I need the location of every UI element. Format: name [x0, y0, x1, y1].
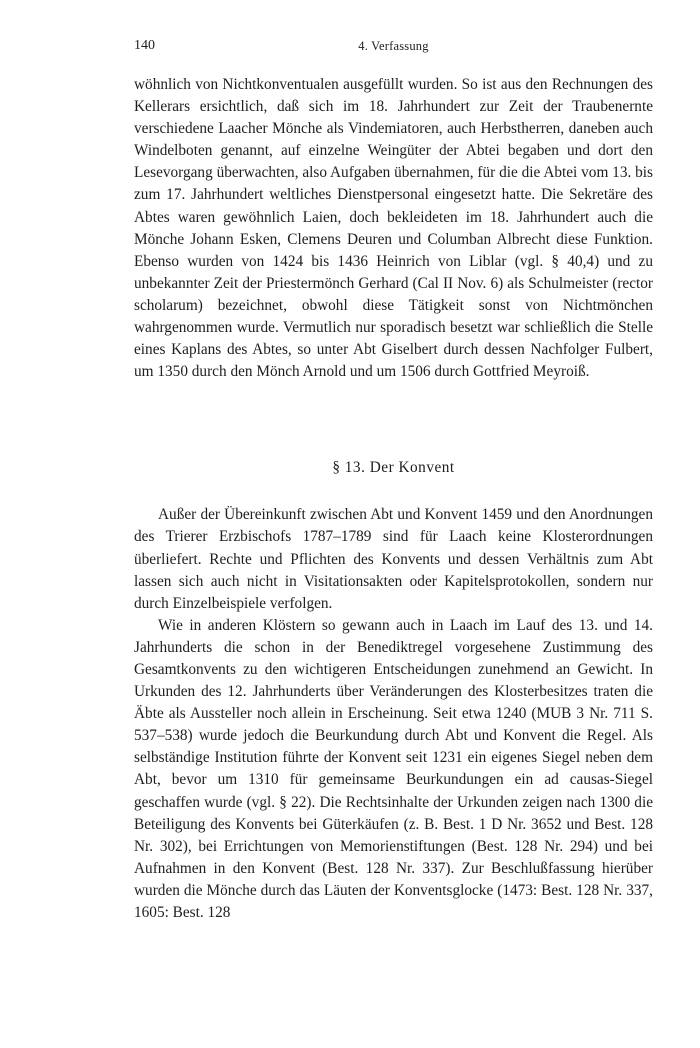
- page-header: [134, 38, 653, 60]
- page-number: 140: [134, 38, 155, 53]
- paragraph-continued: wöhnlich von Nichtkonventualen ausgefüllt wurden. So ist aus den Rechnungen des Kellerars ersichtlich, daß sich im 18. Jahrhundert zur Zeit der Traubenernte verschiedene Laacher Mönche als Vindemiatoren, auch Herbstherren, daneben auch Windelboten genannt, auf einzelne Weingüter der Abtei begaben und dort den Lesevorgang überwachten, also Aufgaben übernahmen, für die die Abtei vom 13. bis zum 17. Jahrhundert weltliches Dienstpersonal eingesetzt hatte. Die Sekretäre des Abtes waren gewöhnlich Laien, doch bekleideten im 18. Jahrhundert auch die Mönche Johann Esken, Clemens Deuren und Columban Albrecht diese Funktion. Ebenso wurden von 1424 bis 1436 Heinrich von Liblar (vgl. § 40,4) und zu unbekannter Zeit der Priestermönch Gerhard (Cal II Nov. 6) als Schulmeister (rector scholarum) bezeichnet, obwohl diese Tätigkeit sonst von Nichtmönchen wahrgenommen wurde. Vermutlich nur sporadisch besetzt war schließlich die Stelle eines Kaplans des Abtes, so unter Abt Giselbert durch dessen Nachfolger Fulbert, um 1350 durch den Mönch Arnold und um 1506 durch Gottfried Meyroiß.: [134, 76, 653, 381]
- running-title: 4. Verfassung: [358, 39, 429, 53]
- paragraph: Außer der Übereinkunft zwischen Abt und Konvent 1459 und den Anordnungen des Trierer Erzbischofs 1787–1789 sind für Laach keine Klosterordnungen überliefert. Rechte und Pflichten des Konvents und dessen Verhältnis zum Abt lassen sich auch nicht in Visitationsakten oder Kapitelsprotokollen, sondern nur durch Einzelbeispiele verfolgen.: [134, 506, 653, 612]
- section-heading: § 13. Der Konvent: [332, 459, 455, 477]
- paragraph: Wie in anderen Klöstern so gewann auch in Laach im Lauf des 13. und 14. Jahrhunderts die schon in der Benediktregel vorgesehene Zustimmung des Gesamtkonvents zu den wichtigeren Entscheidungen zunehmend an Gewicht. In Urkunden des 12. Jahrhunderts über Veränderungen des Klosterbesitzes traten die Äbte als Aussteller noch allein in Erscheinung. Seit etwa 1240 (MUB 3 Nr. 711 S. 537–538) wurde jedoch die Beurkundung durch Abt und Konvent die Regel. Als selbständige Institution führte der Konvent seit 1231 ein eigenes Siegel neben dem Abt, bevor um 1310 für gemeinsame Beurkundungen ein ad causas-Siegel geschaffen wurde (vgl. § 22). Die Rechtsinhalte der Urkunden zeigen nach 1300 die Beteiligung des Konvents bei Güterkäufen (z. B. Best. 1 D Nr. 3652 und Best. 128 Nr. 302), bei Errichtungen von Memorienstiftungen (Best. 128 Nr. 294) und bei Aufnahmen in den Konvent (Best. 128 Nr. 337). Zur Beschlußfassung hierüber wurden die Mönche durch das Läuten der Konventsglocke (1473: Best. 128 Nr. 337, 1605: Best. 128: [134, 616, 653, 921]
- book-page: [134, 38, 653, 924]
